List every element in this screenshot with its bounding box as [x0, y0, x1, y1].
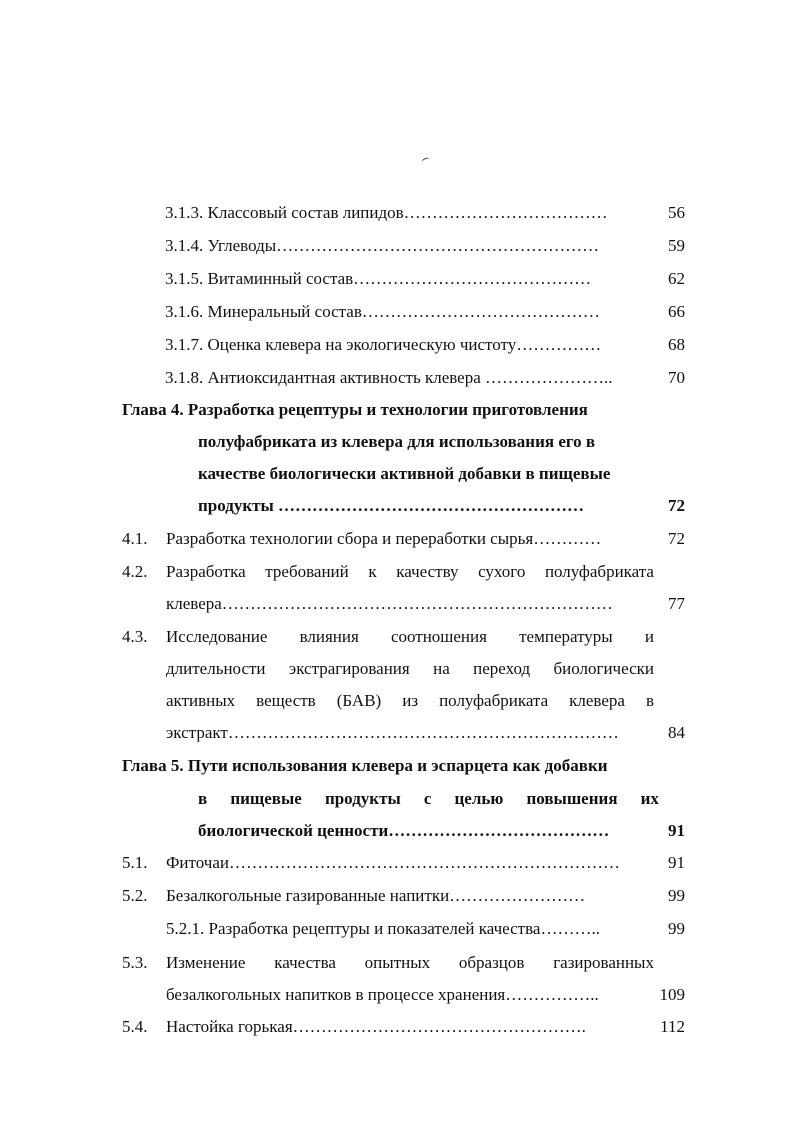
- word: повышения: [526, 789, 618, 808]
- toc-entry-3-1-7[interactable]: 3.1.7. Оценка клевера на экологическую чистоту……………: [165, 335, 602, 354]
- section-number: 5.3.: [122, 953, 148, 972]
- chapter-5-title-line-3: биологической ценности…………………………………: [198, 821, 610, 840]
- word: из: [402, 691, 419, 710]
- page-number: 77: [668, 594, 685, 613]
- toc-entry-4-2-line-2: клевера……………………………………………………………: [166, 594, 613, 613]
- word: опытных: [364, 953, 431, 972]
- word: активных: [166, 691, 236, 710]
- page-number: 99: [668, 886, 685, 905]
- toc-entry-5-2[interactable]: Безалкогольные газированные напитки……………………: [166, 886, 586, 905]
- word: сухого: [478, 562, 526, 581]
- section-number: 5.1.: [122, 853, 148, 872]
- page-number: 112: [660, 1017, 685, 1036]
- word: требований: [265, 562, 349, 581]
- toc-entry-4-3-line-1[interactable]: [166, 627, 654, 647]
- page-number: 84: [668, 723, 685, 742]
- word: с: [423, 789, 432, 808]
- section-number: 5.4.: [122, 1017, 148, 1036]
- word: Изменение: [166, 953, 246, 972]
- toc-entry-3-1-5[interactable]: 3.1.5. Витаминный состав……………………………………: [165, 269, 592, 288]
- word: веществ: [256, 691, 316, 710]
- toc-entry-3-1-4[interactable]: 3.1.4. Углеводы…………………………………………………: [165, 236, 600, 255]
- page-number: 70: [668, 368, 685, 387]
- chapter-5-title-line-1[interactable]: Глава 5. Пути использования клевера и эспарцета как добавки: [122, 756, 608, 775]
- word: в: [198, 789, 208, 808]
- section-number: 5.2.: [122, 886, 148, 905]
- chapter-5-title-line-2: [198, 789, 659, 809]
- word: переход: [473, 659, 531, 678]
- toc-entry-3-1-8[interactable]: 3.1.8. Антиоксидантная активность клевера …………………..: [165, 368, 613, 387]
- word: (БАВ): [336, 691, 382, 710]
- chapter-4-title-line-1[interactable]: Глава 4. Разработка рецептуры и технологии приготовления: [122, 400, 588, 419]
- page-number: 72: [668, 529, 685, 548]
- word: температуры: [519, 627, 613, 646]
- word: к: [368, 562, 377, 581]
- word: их: [640, 789, 659, 808]
- word: продукты: [324, 789, 401, 808]
- page-number: 72: [668, 496, 685, 515]
- section-number: 4.3.: [122, 627, 148, 646]
- word: Разработка: [166, 562, 246, 581]
- word: соотношения: [390, 627, 487, 646]
- word: образцов: [458, 953, 525, 972]
- scan-mark: [421, 157, 430, 164]
- section-number: 4.2.: [122, 562, 148, 581]
- toc-entry-5-1[interactable]: Фиточаи……………………………………………………………: [166, 853, 620, 872]
- toc-entry-4-3-line-3: [166, 691, 654, 711]
- word: в: [645, 691, 654, 710]
- chapter-4-title-line-3: качестве биологически активной добавки в пищевые: [198, 464, 611, 483]
- word: газированных: [553, 953, 654, 972]
- word: биологически: [553, 659, 654, 678]
- word: качества: [274, 953, 336, 972]
- word: клевера: [569, 691, 625, 710]
- page-number: 66: [668, 302, 685, 321]
- word: пищевые: [230, 789, 302, 808]
- page-number: 99: [668, 919, 685, 938]
- page-number: 91: [668, 853, 685, 872]
- page-number: 91: [668, 821, 685, 840]
- word: качеству: [396, 562, 459, 581]
- toc-entry-4-3-line-2: [166, 659, 654, 679]
- toc-entry-5-3-line-1[interactable]: [166, 953, 654, 973]
- toc-entry-4-1[interactable]: Разработка технологии сбора и переработки сырья…………: [166, 529, 602, 548]
- word: и: [644, 627, 654, 646]
- word: длительности: [166, 659, 266, 678]
- toc-entry-4-2-line-1[interactable]: [166, 562, 654, 582]
- chapter-4-title-line-2: полуфабриката из клевера для использования его в: [198, 432, 596, 451]
- word: полуфабриката: [439, 691, 549, 710]
- page-number: 62: [668, 269, 685, 288]
- section-number: 4.1.: [122, 529, 148, 548]
- toc-entry-5-3-line-2: безалкогольных напитков в процессе хранения……………..: [166, 985, 599, 1004]
- word: экстрагирования: [288, 659, 410, 678]
- word: на: [433, 659, 450, 678]
- word: полуфабриката: [544, 562, 654, 581]
- page-number: 109: [659, 985, 685, 1004]
- word: влияния: [299, 627, 359, 646]
- word: целью: [454, 789, 504, 808]
- page-number: 56: [668, 203, 685, 222]
- chapter-4-title-line-4: продукты ………………………………………………: [198, 496, 585, 515]
- word: Исследование: [166, 627, 268, 646]
- toc-entry-4-3-line-4: экстракт……………………………………………………………: [166, 723, 619, 742]
- toc-entry-5-2-1[interactable]: 5.2.1. Разработка рецептуры и показателей качества………..: [166, 919, 600, 938]
- page-number: 68: [668, 335, 685, 354]
- toc-entry-3-1-3[interactable]: 3.1.3. Классовый состав липидов………………………………: [165, 203, 608, 222]
- page-number: 59: [668, 236, 685, 255]
- toc-entry-3-1-6[interactable]: 3.1.6. Минеральный состав……………………………………: [165, 302, 600, 321]
- toc-entry-5-4[interactable]: Настойка горькая…………………………………………….: [166, 1017, 586, 1036]
